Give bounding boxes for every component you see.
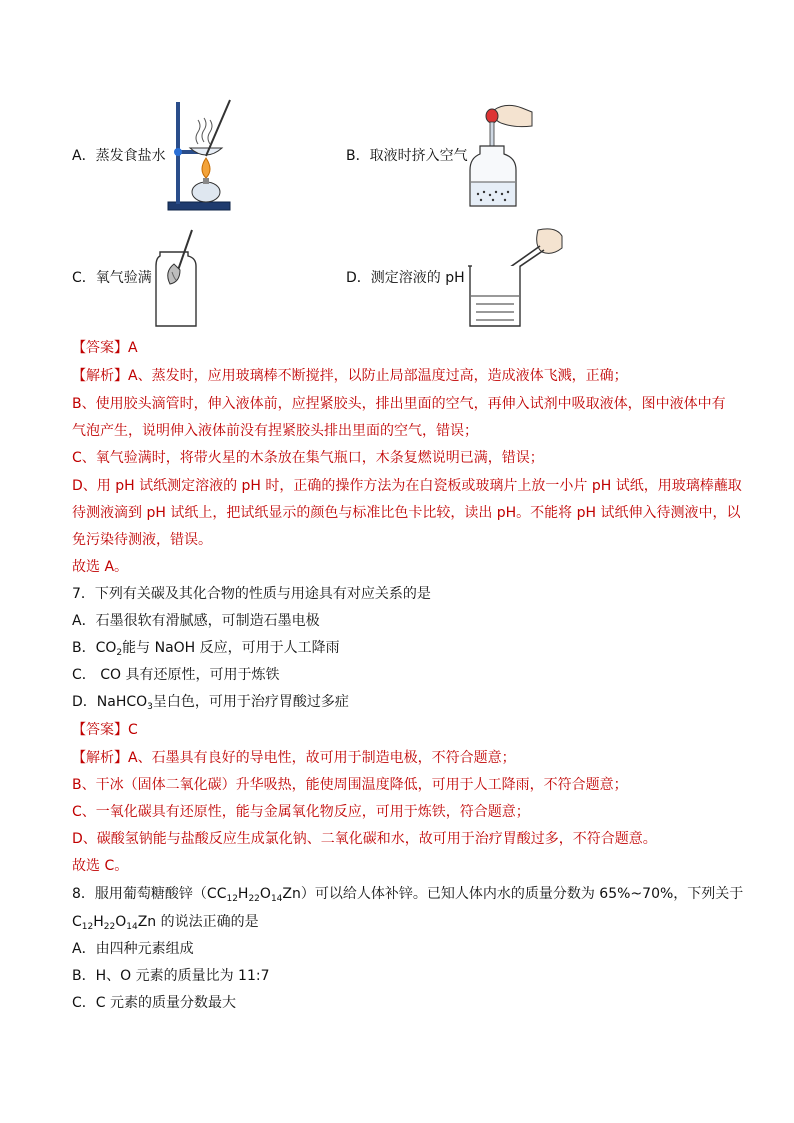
formula-h-count: 22 (103, 922, 116, 932)
q7-option-b-subscript: 2 (116, 648, 123, 658)
q7-option-b-rest: 能与 NaOH 反应，可用于人工降雨 (122, 640, 340, 656)
q8-stem-start: 8．服用葡萄糖酸锌（C (72, 886, 217, 902)
formula-zn: Zn (137, 914, 157, 930)
q7-option-b-text: B．CO (72, 640, 117, 656)
q8-option-b: B．H、O 元素的质量比为 11:7 (72, 968, 270, 984)
formula-c: C (72, 914, 82, 930)
q7-analysis-line-3: C、一氧化碳具有还原性，能与金属氧化物反应，可用于炼铁，符合题意； (72, 804, 530, 820)
oxygen-test-figure (152, 226, 202, 330)
q7-answer (72, 720, 138, 740)
q7-option-d-subscript: 3 (147, 702, 153, 712)
q7-option-d (72, 692, 349, 712)
q8-option-a: A．由四种元素组成 (72, 941, 194, 957)
q7-analysis-line-1 (72, 748, 516, 768)
q7-option-d-rest: 呈白色，可用于治疗胃酸过多症 (152, 694, 349, 710)
q8-stem-end: ）可以给人体补锌。已知人体内水的质量分数为 65%~70%，下列关于 (300, 886, 744, 902)
q6-analysis-line-1 (72, 366, 628, 386)
q7-option-d-text: D．NaHCO (72, 694, 148, 710)
dropper-bottle-figure (466, 102, 536, 212)
formula-zn: Zn (282, 886, 301, 902)
formula-o: O (259, 886, 271, 902)
q6-analysis-line-7: 免污染待测液，错误。 (72, 532, 212, 548)
option-a-label: A．蒸发食盐水 (72, 148, 166, 164)
option-c-label: C．氧气验满 (72, 270, 152, 286)
formula-o: O (115, 914, 127, 930)
answer-value: C (128, 722, 138, 738)
analysis-text: A、石墨具有良好的导电性，故可用于制造电极，不符合题意； (128, 750, 516, 766)
formula-o-count: 14 (270, 894, 283, 904)
q8-formula-2 (72, 914, 156, 930)
q6-analysis-line-5: D、用 pH 试纸测定溶液的 pH 时，正确的操作方法为在白瓷板或玻璃片上放一小片 pH 试纸，用玻璃棒蘸取 (72, 478, 742, 494)
formula-c-count: 12 (226, 894, 238, 904)
q6-analysis-line-6: 待测液滴到 pH 试纸上，把试纸显示的颜色与标准比色卡比较，读出 pH。不能将 pH 试纸伸入待测液中，以 (72, 505, 741, 521)
q8-stem-line-2 (72, 912, 259, 932)
q7-option-a: A．石墨很软有滑腻感，可制造石墨电极 (72, 613, 320, 629)
evaporation-apparatus-figure (160, 96, 240, 216)
formula-c-count: 12 (81, 922, 94, 932)
analysis-text: A、蒸发时，应用玻璃棒不断搅拌，以防止局部温度过高，造成液体飞溅，正确； (128, 368, 628, 384)
answer-tag: 【答案】 (72, 340, 128, 356)
option-d-label: D．测定溶液的 pH (346, 270, 465, 286)
analysis-tag: 【解析】 (72, 368, 128, 384)
formula-h-count: 22 (248, 894, 260, 904)
q7-stem: 7．下列有关碳及其化合物的性质与用途具有对应关系的是 (72, 586, 431, 602)
formula-o-count: 14 (126, 922, 138, 932)
formula-h: H (237, 886, 249, 902)
q7-analysis-line-2: B、干冰（固体二氧化碳）升华吸热，能使周围温度降低，可用于人工降雨，不符合题意； (72, 777, 628, 793)
q6-answer (72, 338, 138, 358)
q8-stem-line-2-end: 的说法正确的是 (160, 914, 259, 930)
option-b-label: B．取液时挤入空气 (346, 148, 468, 164)
q6-analysis-line-2: B、使用胶头滴管时，伸入液体前，应捏紧胶头，排出里面的空气，再伸入试剂中吸取液体，图中液体中有 (72, 396, 726, 412)
q6-conclusion: 故选 A。 (72, 559, 129, 575)
q8-option-c: C．C 元素的质量分数最大 (72, 995, 237, 1011)
q8-formula (217, 886, 301, 902)
analysis-tag: 【解析】 (72, 750, 128, 766)
answer-tag: 【答案】 (72, 722, 128, 738)
q7-option-b (72, 638, 340, 658)
q7-option-c: C． CO 具有还原性，可用于炼铁 (72, 667, 280, 683)
ph-test-figure (464, 226, 564, 330)
formula-c: C (216, 886, 227, 902)
answer-value: A (128, 340, 138, 356)
q7-analysis-line-4: D、碳酸氢钠能与盐酸反应生成氯化钠、二氧化碳和水，故可用于治疗胃酸过多，不符合题意。 (72, 831, 657, 847)
q8-stem-line-1 (72, 884, 743, 904)
formula-h: H (93, 914, 104, 930)
q6-analysis-line-3: 气泡产生，说明伸入液体前没有捏紧胶头排出里面的空气，错误； (72, 423, 478, 439)
q7-conclusion: 故选 C。 (72, 858, 129, 874)
q6-analysis-line-4: C、氧气验满时，将带火星的木条放在集气瓶口，木条复燃说明已满，错误； (72, 450, 544, 466)
